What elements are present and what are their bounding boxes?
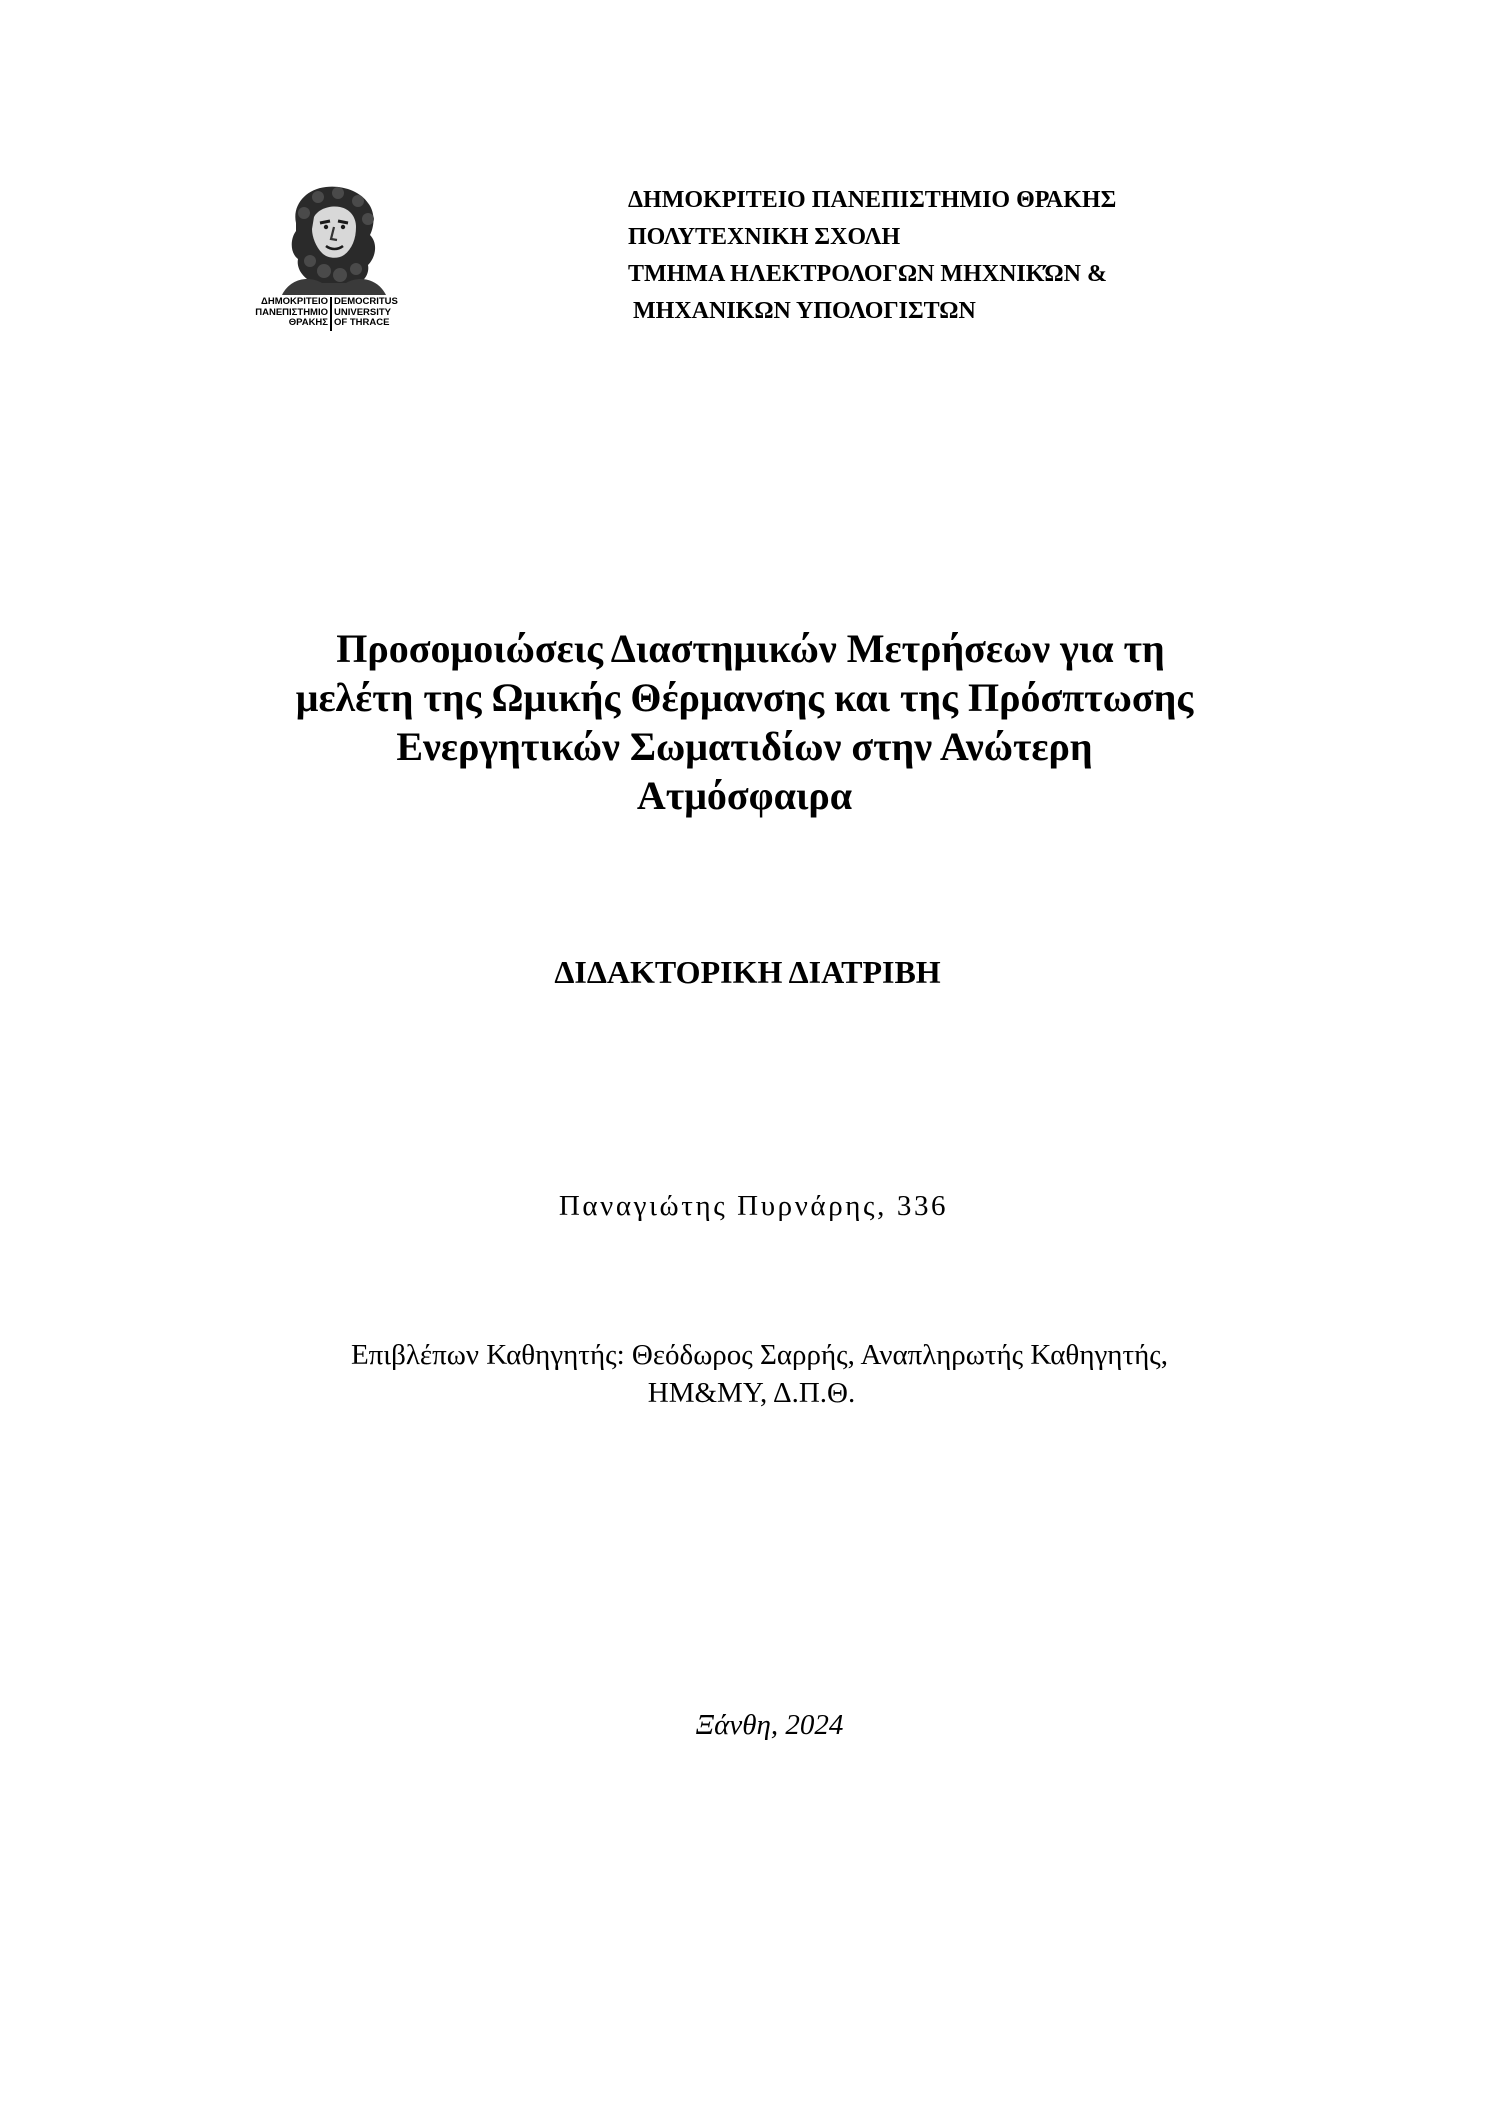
university-logo (232, 183, 428, 338)
title-line: Ατμόσφαιρα (636, 773, 853, 818)
title-line: μελέτη της Ωμικής Θέρμανσης και της Πρόσπτωσης (295, 675, 1194, 720)
institution-header (628, 182, 1116, 330)
title-line: Ενεργητικών Σωματιδίων στην Ανώτερη (396, 724, 1093, 769)
democritus-bust-icon (274, 183, 394, 295)
institution-department-line2: ΜΗΧΑΝΙΚΩΝ ΥΠΟΛΟΓΙΣΤΩΝ (633, 298, 976, 324)
institution-department-line1: ΤΜΗΜΑ ΗΛΕΚΤΡΟΛΟΓΩΝ ΜΗΧΝΙΚΏΝ & (628, 261, 1107, 287)
thesis-title (0, 624, 1489, 820)
thesis-type: ΔΙΔΑΚΤΟΡΙΚΗ ΔΙΑΤΡΙΒΗ (554, 954, 941, 990)
institution-university: ΔΗΜΟΚΡΙΤΕΙΟ ΠΑΝΕΠΙΣΤΗΜΙΟ ΘΡΑΚΗΣ (628, 187, 1117, 213)
logo-text-english: DEMOCRITUS UNIVERSITY OF THRACE (334, 296, 398, 328)
institution-school: ΠΟΛΥΤΕΧΝΙΚΗ ΣΧΟΛΗ (628, 224, 901, 250)
logo-text-greek: ΔΗΜΟΚΡΙΤΕΙΟ ΠΑΝΕΠΙΣΤΗΜΙΟ ΘΡΑΚΗΣ (255, 296, 328, 328)
title-line: Προσομοιώσεις Διαστημικών Μετρήσεων για τη (336, 626, 1165, 671)
logo-divider (330, 297, 332, 331)
place-date: Ξάνθη, 2024 (695, 1709, 844, 1741)
author-name: Παναγιώτης Πυρνάρης, 336 (558, 1190, 949, 1222)
logo-wordmark (232, 297, 428, 339)
supervisor-info (0, 1336, 1489, 1412)
supervisor-line: Επιβλέπων Καθηγητής: Θεόδωρος Σαρρής, Αναπληρωτής Καθηγητής, (350, 1339, 1169, 1371)
supervisor-line: ΗΜ&ΜΥ, Δ.Π.Θ. (647, 1377, 856, 1409)
